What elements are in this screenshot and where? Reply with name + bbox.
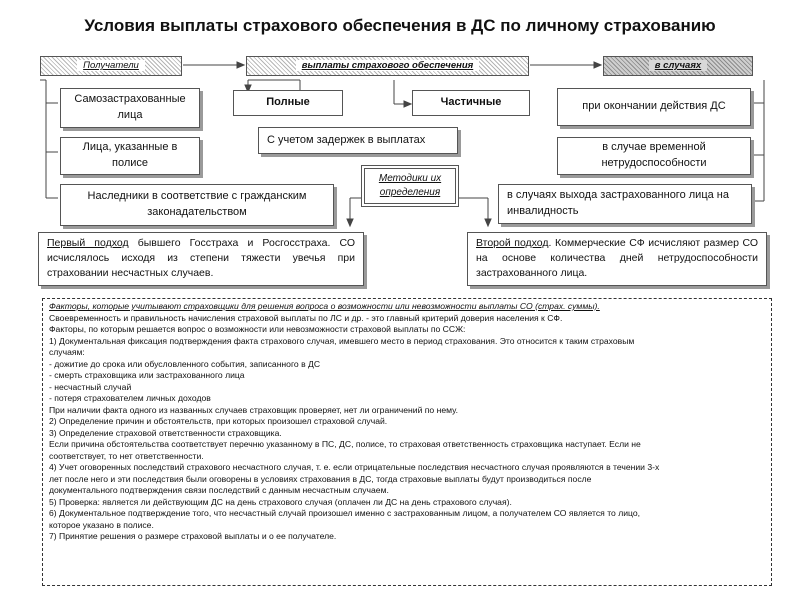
header-recipients-label: Получатели [77,60,145,71]
factors-line: соответствует, то нет ответственности. [49,450,204,461]
factors-line: Своевременность и правильность начисления страховой выплаты по ЛС и др. - это главный критерий доверия населения к СФ. [49,312,563,323]
factors-line: - дожитие до срока или обусловленного события, записанного в ДС [49,358,321,369]
factors-line: документального подтверждения связи последствий с данным несчастным случаем. [49,485,389,496]
recipient-policy-persons: Лица, указанные в полисе [60,137,200,175]
page-title: Условия выплаты страхового обеспечения в ДС по личному страхованию [84,16,716,35]
factors-line: 5) Проверка: является ли действующим ДС на день страхового случая (оплачен ли ДС на день страхового случая). [49,496,512,507]
case-temporary-disability: в случае временной нетрудоспособности [557,137,751,175]
factors-line: 4) Учет оговоренных последствий страхового несчастного случая, т. е. если отрицательные последствия несчастного случая проявляются в течении 3-х [49,462,660,473]
approach-first [38,232,364,286]
recipient-self-insured: Самозастрахованные лица [60,88,200,128]
factors-line: 7) Принятие решения о размере страховой выплаты и о ее получателе. [49,531,337,542]
header-cases-label: в случаях [649,60,707,71]
approach-second-name: Второй подход [476,237,549,249]
methods-box: Методики их определения [364,168,456,204]
payment-full: Полные [233,90,343,116]
factors-heading: Факторы, которые учитывают страховщики для решения вопроса о возможности или невозможности выплаты СО (страх. суммы). [49,301,600,311]
factors-line: 1) Документальная фиксация подтверждения факта страхового случая, имевшего место в период страхования. Это относится к таким страховым [49,335,635,346]
factors-line: Факторы, по которым решается вопрос о возможности или невозможности страховой выплаты по ССЖ: [49,324,466,335]
factors-line: - смерть страховщика или застрахованного лица [49,370,245,381]
factors-line: которое указано в полисе. [49,519,154,530]
factors-line: лет после него и эти последствия были оговорены в условиях страхования в ДС, тогда страховые выплаты будут производиться после [49,473,592,484]
factors-line: При наличии факта одного из названных случаев страховщик проверяет, нет ли ограничений по нему. [49,404,458,415]
factors-line: Если причина обстоятельства соответствует перечню указанному в ПС, ДС, полисе, то страховая ответственность страховщика наступает. Если не [49,439,641,450]
header-recipients [40,56,182,76]
approach-second-text: . Коммерческие СФ исчисляют размер СО на основе количества дней нетрудоспособности застрахованного лица. [476,237,758,280]
approach-first-text: бывшего Госстраха и Росгосстраха. СО исчислялось исходя из степени тяжести увечья при страховании несчастных случаев. [47,237,355,280]
case-contract-end: при окончании действия ДС [557,88,751,126]
factors-line: - потеря страхователем личных доходов [49,393,211,404]
factors-line: 3) Определение страховой ответственности страховщика. [49,427,282,438]
payment-with-delays: С учетом задержек в выплатах [258,127,458,154]
factors-line: случаям: [49,347,85,358]
payment-partial: Частичные [412,90,530,116]
header-payments-label: выплаты страхового обеспечения [296,60,479,71]
factors-line: - несчастный случай [49,381,132,392]
factors-line: 2) Определение причин и обстоятельств, при которых произошел страховой случай. [49,416,388,427]
factors-panel [42,298,772,586]
header-payments [246,56,529,76]
approach-first-name: Первый подход [47,237,129,249]
recipient-heirs: Наследники в соответствие с гражданским законадательством [60,184,334,226]
approach-second [467,232,767,286]
factors-line: 6) Документальное подтверждение того, что несчастный случай произошел именно с застрахованным лицом, а получателем СО является то лицо, [49,508,641,519]
case-disability: в случаях выхода застрахованного лица на инвалидность [498,184,752,224]
header-cases [603,56,753,76]
